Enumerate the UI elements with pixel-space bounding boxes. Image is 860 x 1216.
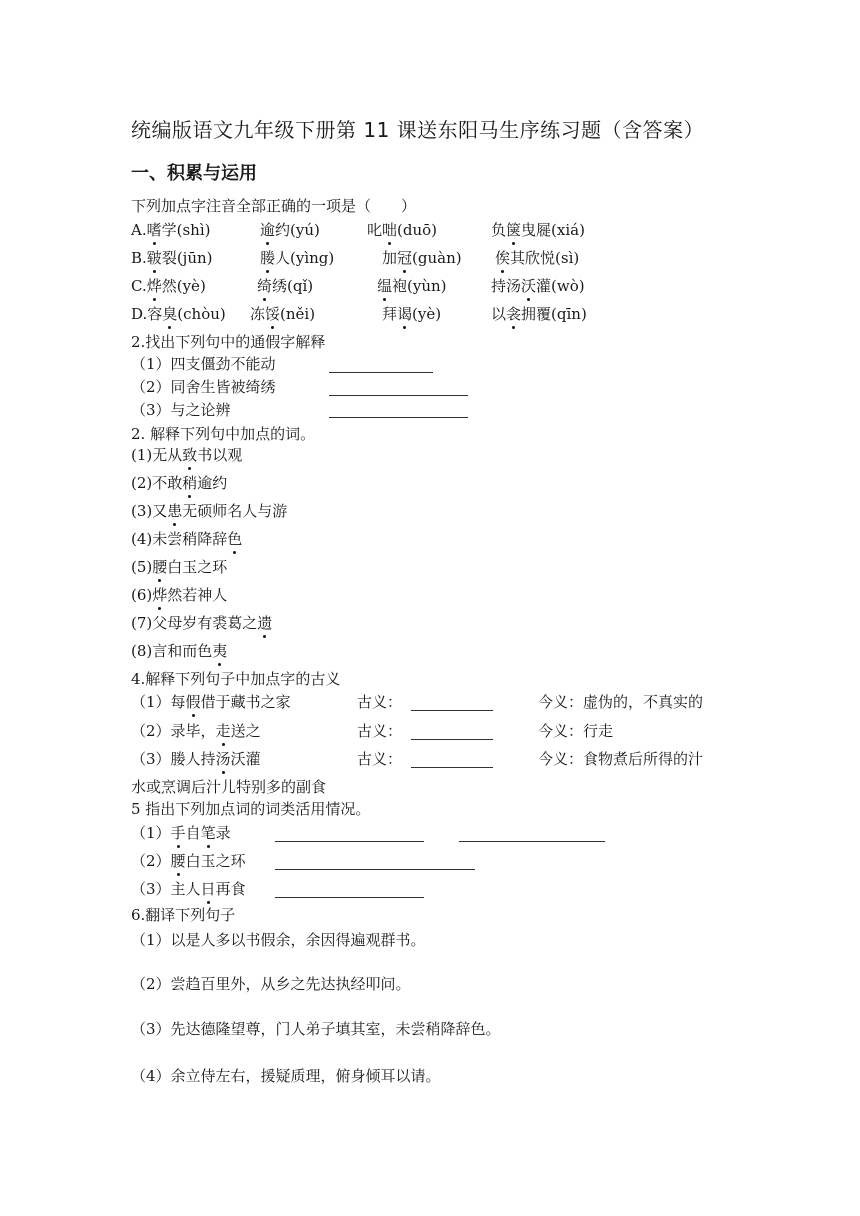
q1-b-4: 俟其欣悦(sì) xyxy=(495,249,580,267)
q4-answer-line-3[interactable] xyxy=(411,767,493,768)
q4-row: （3）媵人持汤沃灌 xyxy=(131,750,261,768)
dotted-word: 稍 xyxy=(182,474,198,492)
q3-item: (1)无从致书以观 xyxy=(131,446,243,464)
dotted-word: 患 xyxy=(167,502,183,520)
q5-answer-line-2[interactable] xyxy=(275,869,475,870)
q1-a-3: 叱咄(duō) xyxy=(367,221,438,239)
dotted-word: 夷 xyxy=(212,642,228,660)
q2-item-1: （1）四支僵劲不能动 xyxy=(131,355,276,373)
q1-a-1: A.嗜学(shì) xyxy=(131,221,211,239)
q2-item-3: （3）与之论辨 xyxy=(131,401,231,419)
q3-item: (7)父母岁有裘葛之遗 xyxy=(131,614,273,632)
q5-stem: 5 指出下列加点词的词类活用情况。 xyxy=(131,800,371,818)
dotted-word: 腰 xyxy=(152,558,168,576)
q3-item: (3)又患无硕师名人与游 xyxy=(131,502,288,520)
q6-item-4: （4）余立侍左右，援疑质理，俯身倾耳以请。 xyxy=(131,1067,441,1085)
q2-answer-line-2[interactable] xyxy=(329,395,468,396)
q6-item-3: （3）先达德隆望尊，门人弟子填其室，未尝稍降辞色。 xyxy=(131,1020,501,1038)
q1-b-3: 加冠(guàn) xyxy=(382,249,462,267)
q4-gu-label: 古义： xyxy=(357,722,403,740)
q1-c-1: C.烨然(yè) xyxy=(131,277,206,295)
q3-item: (6)烨然若神人 xyxy=(131,586,228,604)
dotted-word: 遗 xyxy=(257,614,273,632)
q3-item: (4)未尝稍降辞色 xyxy=(131,530,243,548)
q5-row: （3）主人日再食 xyxy=(131,880,246,898)
q4-jin: 今义：行走 xyxy=(538,722,614,740)
q4-row: （2）录毕，走送之 xyxy=(131,722,261,740)
q4-gu-label: 古义： xyxy=(357,693,403,711)
q1-c-3: 缊袍(yùn) xyxy=(377,277,447,295)
q4-jin: 今义：虚伪的，不真实的 xyxy=(538,693,704,711)
q1-b-2: 媵人(yìng) xyxy=(260,249,335,267)
q1-d-3: 拜谒(yè) xyxy=(382,305,442,323)
q2-answer-line-1[interactable] xyxy=(329,372,433,373)
q3-item: (5)腰白玉之环 xyxy=(131,558,228,576)
dotted-word: 色 xyxy=(227,530,243,548)
q3-item: (8)言和而色夷 xyxy=(131,642,228,660)
q5-answer-line-1b[interactable] xyxy=(459,841,605,842)
q6-item-2: （2）尝趋百里外，从乡之先达执经叩问。 xyxy=(131,975,411,993)
section-heading: 一、积累与运用 xyxy=(131,163,257,184)
q1-d-4: 以衾拥覆(qīn) xyxy=(491,305,587,323)
q2-item-2: （2）同舍生皆被绮绣 xyxy=(131,378,276,396)
q4-answer-line-1[interactable] xyxy=(411,710,493,711)
q4-stem: 4.解释下列句子中加点字的古义 xyxy=(131,670,341,688)
q3-stem: 2. 解释下列句中加点的词。 xyxy=(131,425,316,443)
q4-gu-label: 古义： xyxy=(357,750,403,768)
q6-item-1: （1）以是人多以书假余，余因得遍观群书。 xyxy=(131,931,426,949)
q5-row: （1）手自笔录 xyxy=(131,824,231,842)
q4-answer-line-2[interactable] xyxy=(411,739,493,740)
q5-row: （2）腰白玉之环 xyxy=(131,852,246,870)
q1-b-1: B.皲裂(jūn) xyxy=(131,249,213,267)
q1-a-2: 逾约(yú) xyxy=(260,221,320,239)
q4-jin: 今义：食物煮后所得的汁 xyxy=(538,750,704,768)
q2-answer-line-3[interactable] xyxy=(329,417,468,418)
q1-a-4: 负箧曳屣(xiá) xyxy=(491,221,585,239)
q5-answer-line-3[interactable] xyxy=(275,897,424,898)
q6-stem: 6.翻译下列句子 xyxy=(131,906,236,924)
q1-d-1: D.容臭(chòu) xyxy=(131,305,226,323)
q4-row: （1）每假借于藏书之家 xyxy=(131,693,291,711)
q2-stem: 2.找出下列句中的通假字解释 xyxy=(131,333,326,351)
q1-stem: 下列加点字注音全部正确的一项是（ ） xyxy=(131,197,417,215)
document-title: 统编版语文九年级下册第 11 课送东阳马生序练习题（含答案） xyxy=(131,118,705,142)
q4-continuation: 水或烹调后汁儿特别多的副食 xyxy=(131,778,327,796)
q5-answer-line-1a[interactable] xyxy=(275,841,424,842)
q3-item: (2)不敢稍逾约 xyxy=(131,474,228,492)
dotted-word: 烨 xyxy=(152,586,168,604)
dotted-word: 致 xyxy=(182,446,198,464)
q1-c-4: 持汤沃灌(wò) xyxy=(491,277,585,295)
q1-c-2: 绮绣(qǐ) xyxy=(257,277,314,295)
q1-d-2: 冻馁(něi) xyxy=(250,305,316,323)
